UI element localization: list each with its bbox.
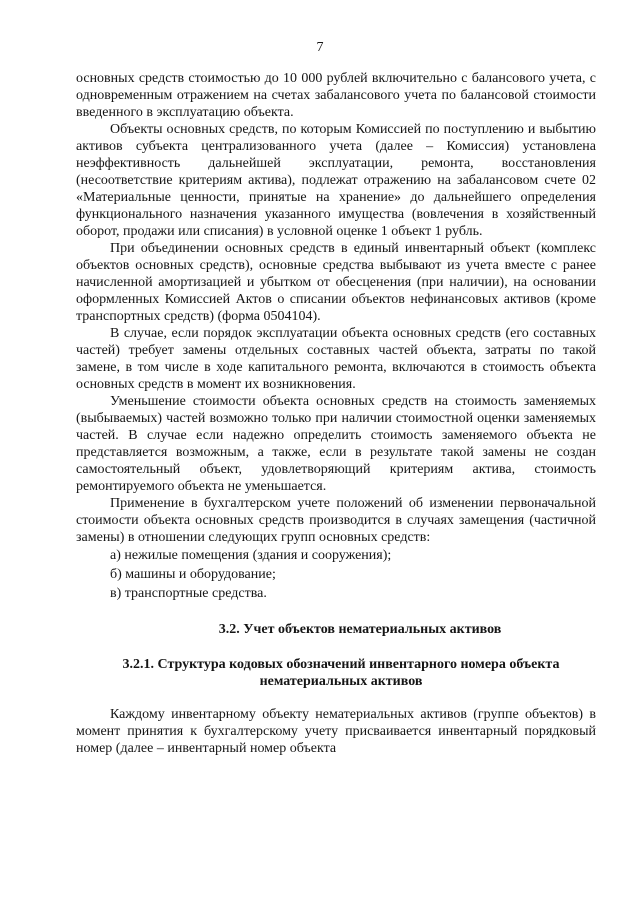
page-number: 7	[316, 40, 324, 55]
section-heading-3-2: 3.2. Учет объектов нематериальных активов	[218, 622, 502, 637]
section-heading-3-2-1-line1: 3.2.1. Структура кодовых обозначений инвентарного номера объекта	[122, 657, 560, 672]
paragraph-initial-cost-change: Применение в бухгалтерском учете положений об изменении первоначальной стоимости объекта основных средств производится в случаях замещения (частичной замены) в отношении следующих групп основных средств:	[76, 496, 596, 545]
paragraph-cost-reduction: Уменьшение стоимости объекта основных средств на стоимость заменяемых (выбываемых) частей возможно только при наличии стоимостной оценки заменяемых частей. В случае если надежно определить стоимость заменяемого объекта не представляется возможным, а также, если в результате такой замены не создан самостоятельный объект, удовлетворяющий критериям актива, стоимость ремонтируемого объекта не уменьшается.	[76, 394, 596, 494]
page-content	[76, 70, 596, 757]
list-item-vehicles: в) транспортные средства.	[110, 586, 267, 601]
paragraph-replacement-parts: В случае, если порядок эксплуатации объекта основных средств (его составных частей) требует замены отдельных составных частей объекта, затраты по такой замене, в том числе в ходе капитального ремонта, включаются в стоимость объекта основных средств в момент их возникновения.	[76, 326, 596, 392]
heading-spacer	[76, 690, 596, 706]
section-heading-3-2-1-line2: нематериальных активов	[259, 674, 423, 689]
paragraph-continuation: основных средств стоимостью до 10 000 рублей включительно с балансового учета, с одновременным отражением на счетах забалансового учета по балансовой стоимости введенного в эксплуатацию объекта.	[76, 71, 596, 120]
list-item-buildings: а) нежилые помещения (здания и сооружения);	[110, 548, 392, 563]
paragraph-inventory-number: Каждому инвентарному объекту нематериальных активов (группе объектов) в момент принятия к бухгалтерскому учету присваивается инвентарный порядковый номер (далее – инвентарный номер объекта	[76, 707, 596, 756]
paragraph-inefficient-assets: Объекты основных средств, по которым Комиссией по поступлению и выбытию активов субъекта централизованного учета (далее – Комиссия) установлена неэффективность дальнейшей эксплуатации, ремонта, восстановления (несоответствие критериям актива), подлежат отражению на забалансовом счете 02 «Материальные ценности, принятые на хранение» до дальнейшего определения функционального назначения указанного имущества (вовлечения в хозяйственный оборот, продажи или списания) в условной оценке 1 объект 1 рубль.	[76, 122, 596, 239]
paragraph-merging-assets: При объединении основных средств в единый инвентарный объект (комплекс объектов основных средств), основные средства выбывают из учета вместе с ранее начисленной амортизацией и убытком от обесценения (при наличии), на основании оформленных Комиссией Актов о списании объектов нефинансовых активов (кроме транспортных средств) (форма 0504104).	[76, 241, 596, 324]
list-item-machines: б) машины и оборудование;	[110, 567, 276, 582]
